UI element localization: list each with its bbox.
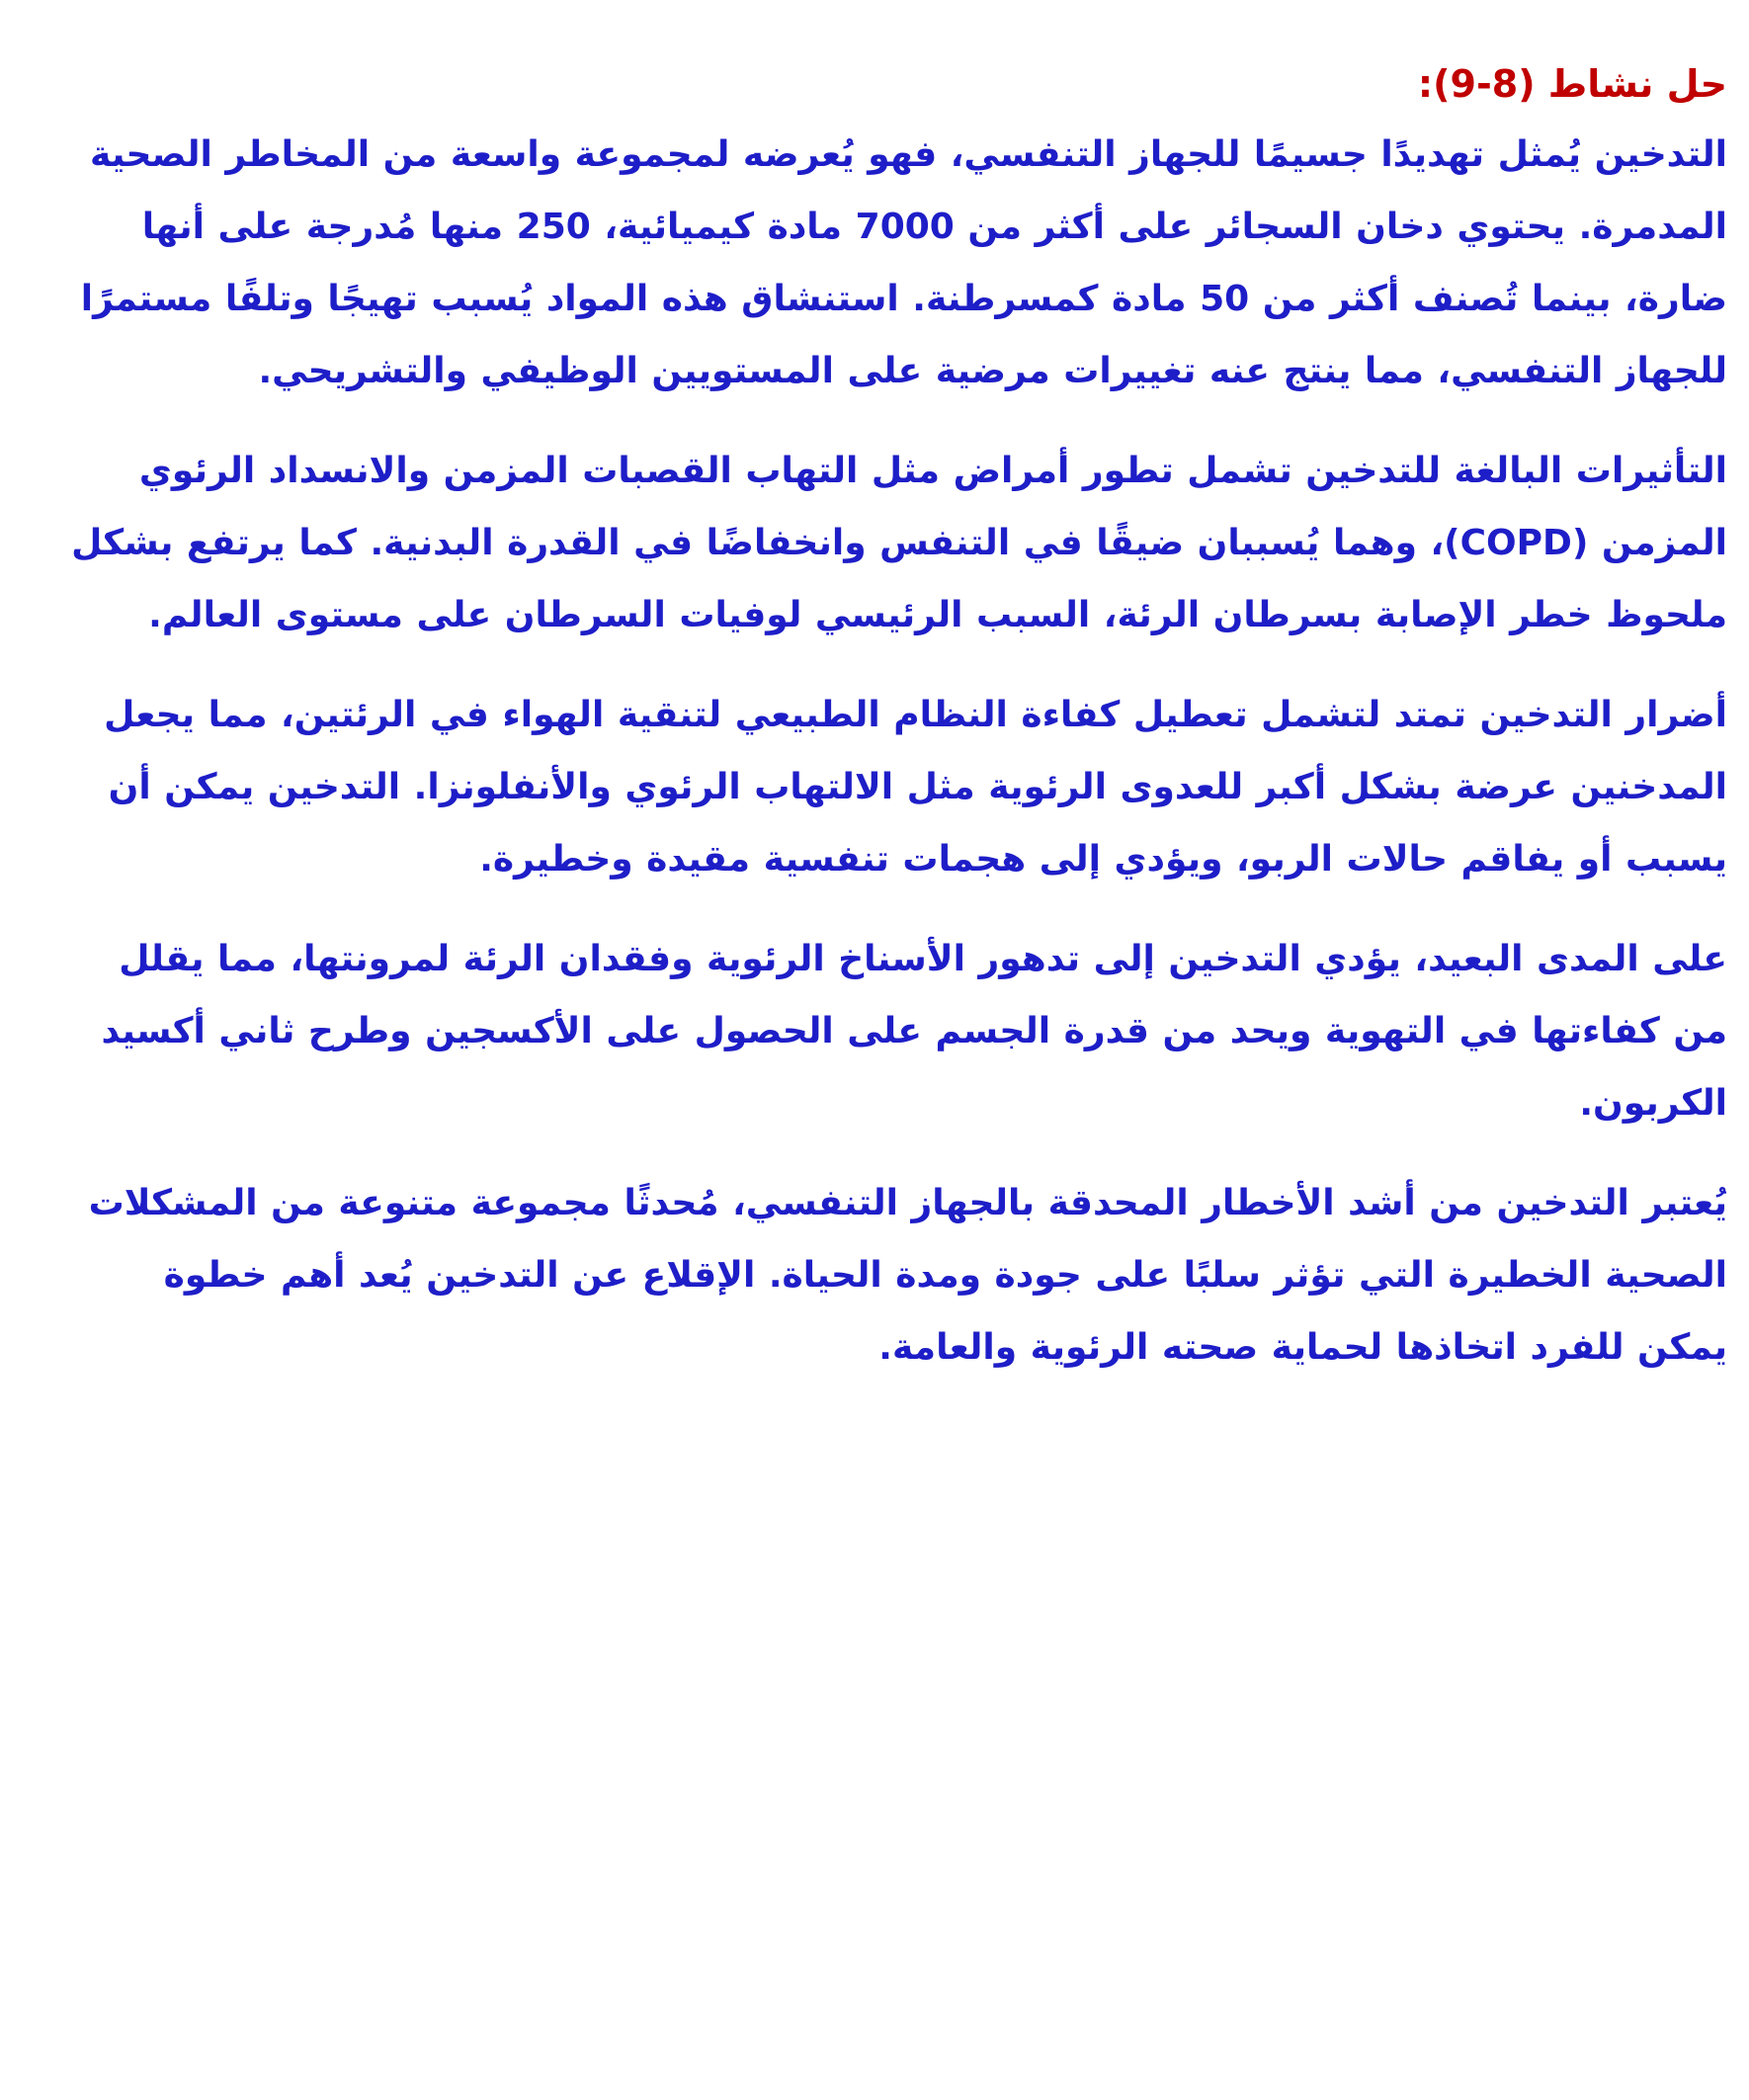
paragraph-infections-asthma: أضرار التدخين تمتد لتشمل تعطيل كفاءة النظام الطبيعي لتنقية الهواء في الرئتين، مما يجعل المدخنين عرضة بشكل أكبر للعدوى الرئوية مثل الالتهاب الرئوي والأنفلونزا. التدخين يمكن أن يسبب أو يفاقم حالات الربو، ويؤدي إلى هجمات تنفسية مقيدة وخطيرة.: [104, 695, 1727, 880]
paragraph-long-term-alveoli: على المدى البعيد، يؤدي التدخين إلى تدهور الأسناخ الرئوية وفقدان الرئة لمرونتها، مما يقلل من كفاءتها في التهوية ويحد من قدرة الجسم على الحصول على الأكسجين وطرح ثاني أكسيد الكربون.: [101, 939, 1727, 1124]
paragraph-conclusion-quitting: يُعتبر التدخين من أشد الأخطار المحدقة بالجهاز التنفسي، مُحدثًا مجموعة متنوعة من المشكلات الصحية الخطيرة التي تؤثر سلبًا على جودة ومدة الحياة. الإقلاع عن التدخين يُعد أهم خطوة يمكن للفرد اتخاذها لحماية صحته الرئوية والعامة.: [88, 1183, 1727, 1368]
activity-solution-heading: حل نشاط (8-9):: [1417, 62, 1727, 106]
paragraph-smoking-threat-chemicals: التدخين يُمثل تهديدًا جسيمًا للجهاز التنفسي، فهو يُعرضه لمجموعة واسعة من المخاطر الصحية المدمرة. يحتوي دخان السجائر على أكثر من 7000 مادة كيميائية، 250 منها مُدرجة على أنها ضارة، بينما تُصنف أكثر من 50 مادة كمسرطنة. استنشاق هذه المواد يُسبب تهيجًا وتلفًا مستمرًا للجهاز التنفسي، مما ينتج عنه تغييرات مرضية على المستويين الوظيفي والتشريحي.: [80, 134, 1727, 391]
paragraph-copd-lung-cancer: التأثيرات البالغة للتدخين تشمل تطور أمراض مثل التهاب القصبات المزمن والانسداد الرئوي المزمن (COPD)، وهما يُسببان ضيقًا في التنفس وانخفاضًا في القدرة البدنية. كما يرتفع بشكل ملحوظ خطر الإصابة بسرطان الرئة، السبب الرئيسي لوفيات السرطان على مستوى العالم.: [71, 451, 1727, 635]
